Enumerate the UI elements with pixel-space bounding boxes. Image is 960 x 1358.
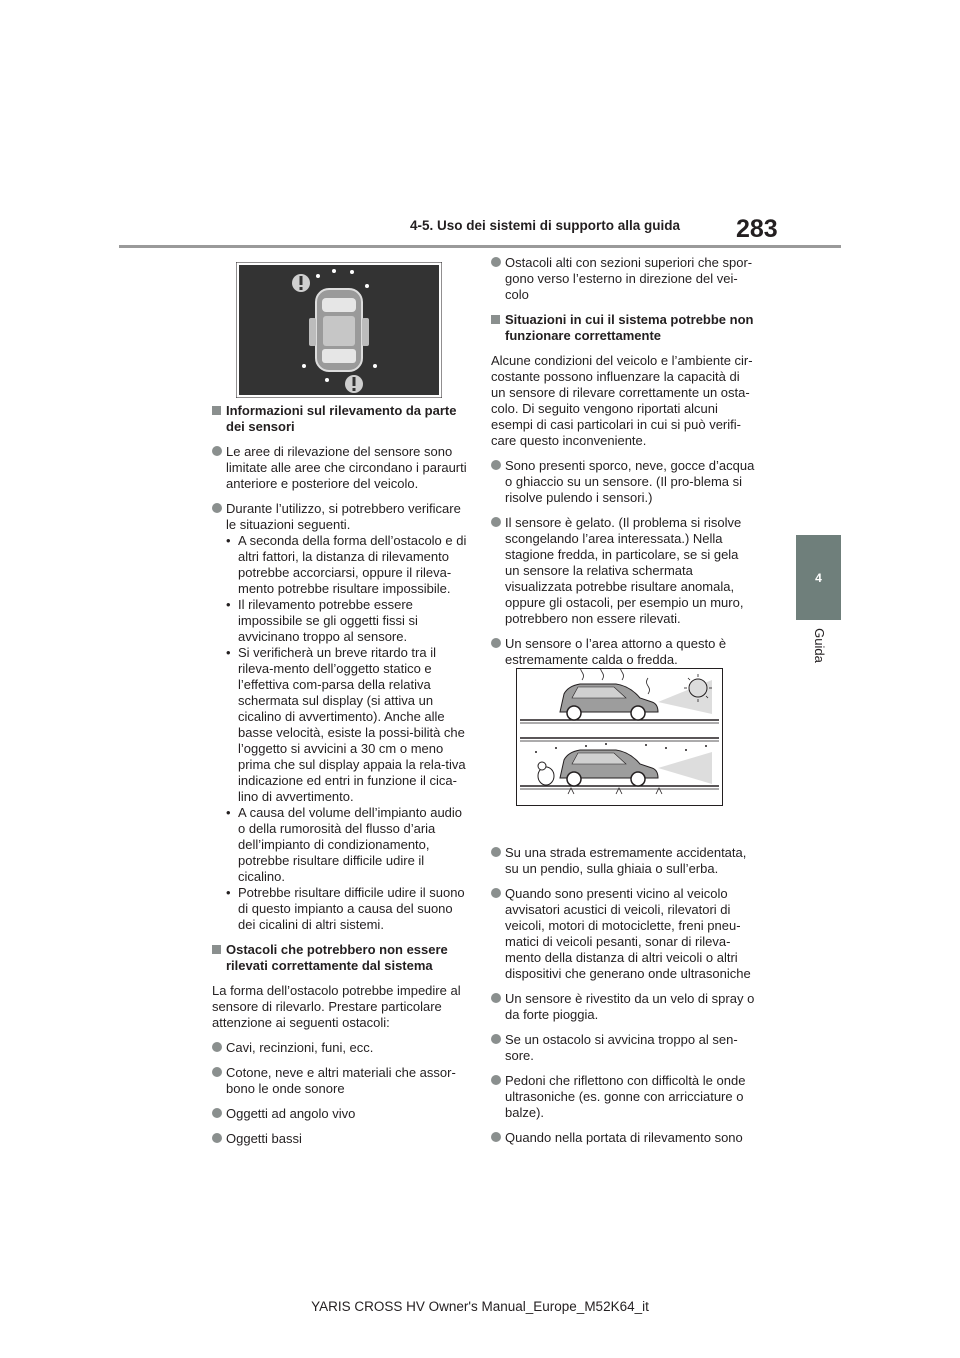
section-heading: Situazioni in cui il sistema potrebbe non funzionare correttamente <box>491 312 756 344</box>
square-bullet-icon <box>491 312 505 324</box>
circle-bullet-icon <box>491 1032 505 1044</box>
list-item: Cavi, recinzioni, funi, ecc. <box>212 1040 467 1056</box>
page-number: 283 <box>736 215 778 243</box>
circle-bullet-icon <box>491 991 505 1003</box>
list-item: Cotone, neve e altri materiali che assor-bono le onde sonore <box>212 1065 467 1097</box>
circle-bullet-icon <box>491 845 505 857</box>
circle-bullet-icon <box>212 1131 226 1143</box>
sub-list-item: • Si verificherà un breve ritardo tra il rileva-mento dell’oggetto statico e l’effettiva com-parsa della relativa schermata sul display (si attiva un cicalino di avvertimento). Anche alle basse velocità, esiste la possi-bilità che l’oggetto si avvicini a 30 cm o meno prima che sul display appaia la rela-tiva indicazione ed entri in funzione il cica-lino di avvertimento. <box>226 645 466 804</box>
paragraph: La forma dell’ostacolo potrebbe impedire al sensore di rilevarlo. Prestare particolare attenzione ai seguenti ostacoli: <box>212 983 461 1030</box>
sensor-display-figure <box>236 262 442 398</box>
section-title: 4-5. Uso dei sistemi di supporto alla guida <box>410 218 681 233</box>
chapter-tab <box>796 535 841 620</box>
header-divider <box>119 245 841 248</box>
circle-bullet-icon <box>212 1040 226 1052</box>
list-item: Ostacoli alti con sezioni superiori che spor-gono verso l’esterno in direzione del vei-colo <box>491 255 756 303</box>
sub-list-item: • A seconda della forma dell’ostacolo e di altri fattori, la distanza di rilevamento potrebbe accorciarsi, oppure il rileva-mento potrebbe risultare impossibile. <box>226 533 467 596</box>
circle-bullet-icon <box>212 444 226 456</box>
circle-bullet-icon <box>491 515 505 527</box>
list-item: Quando nella portata di rilevamento sono <box>491 1130 756 1146</box>
sub-list-item: • A causa del volume dell’impianto audio o della rumorosità del flusso d’aria dell’impianto di condizionamento, potrebbe risultare difficile udire il cicalino. <box>226 805 463 884</box>
sub-list-item: • Il rilevamento potrebbe essere impossibile se gli oggetti fissi si avvicinano troppo al sensore. <box>226 597 418 644</box>
chapter-label <box>785 620 853 670</box>
warning-exclamation-icon <box>345 375 363 393</box>
circle-bullet-icon <box>212 501 226 513</box>
list-item: Le aree di rilevazione del sensore sono limitate alle aree che circondano i paraurti anteriore e posteriore del veicolo. <box>212 444 467 492</box>
circle-bullet-icon <box>212 1065 226 1077</box>
list-item: Un sensore o l’area attorno a questo è estremamente calda o fredda. <box>491 636 756 668</box>
chapter-number: 4 <box>815 570 822 585</box>
circle-bullet-icon <box>491 1130 505 1142</box>
list-item: Oggetti bassi <box>212 1131 467 1147</box>
hot-cold-sensor-illustration <box>516 668 723 806</box>
circle-bullet-icon <box>491 886 505 898</box>
section-heading: Informazioni sul rilevamento da parte dei sensori <box>212 403 467 435</box>
sub-list-item: • Potrebbe risultare difficile udire il suono di questo impianto a causa del suono dei cicalini di altri sistemi. <box>226 885 465 932</box>
left-column <box>212 403 467 1156</box>
square-bullet-icon <box>212 942 226 954</box>
list-item: Il sensore è gelato. (Il problema si risolve scongelando l’area interessata.) Nella stagione fredda, in particolare, se si gela un sensore la relativa schermata visualizzata potrebbe risultare anomala, oppure gli ostacoli, per esempio un muro, potrebbero non essere rilevati. <box>491 515 756 627</box>
circle-bullet-icon <box>491 458 505 470</box>
list-item: Oggetti ad angolo vivo <box>212 1106 467 1122</box>
list-item: Quando sono presenti vicino al veicolo avvisatori acustici di veicoli, rilevatori di veicoli, motori di motociclette, freni pneu-matici di veicoli pesanti, sonar di rileva-mento della distanza di altri veicoli o altri dispositivi che generano onde ultrasoniche <box>491 886 756 982</box>
section-heading: Ostacoli che potrebbero non essere rilevati correttamente dal sistema <box>212 942 467 974</box>
list-item: Pedoni che riflettono con difficoltà le onde ultrasoniche (es. gonne con arricciature o balze). <box>491 1073 756 1121</box>
list-item: Un sensore è rivestito da un velo di spray o da forte pioggia. <box>491 991 756 1023</box>
list-item: Durante l’utilizzo, si potrebbero verificare le situazioni seguenti. • A seconda della forma dell’ostacolo e di altri fattori, la distanza di rilevamento potrebbe accorciarsi, oppure il rileva-mento potrebbe risultare impossibile. • Il rilevamento potrebbe essere impossibile se gli oggetti fissi si avvicinano troppo al sensore. • Si verificherà un breve ritardo tra il rileva-mento dell’oggetto statico e l’effettiva com-parsa della relativa schermata sul display (si attiva un cicalino di avvertimento). Anche alle basse velocità, esiste la possi-bilità che l’oggetto si avvicini a 30 cm o meno prima che sul display appaia la rela-tiva indicazione ed entri in funzione il cica-lino di avvertimento. • A causa del volume dell’impianto audio o della rumorosità del flusso d’aria dell’impianto di condizionamento, potrebbe risultare difficile udire il cicalino. • Potrebbe risultare difficile udire il suono di questo impianto a causa del suono dei cicalini di altri sistemi. <box>212 501 467 933</box>
paragraph: Alcune condizioni del veicolo e l’ambiente cir-costante possono influenzare la capacità di un sensore di rilevare correttamente un osta-colo. Di seguito vengono riportati alcuni esempi di casi particolari in cui si può verifi-care questo inconveniente. <box>491 353 753 448</box>
warning-exclamation-icon <box>292 274 310 292</box>
list-item: Su una strada estremamente accidentata, su un pendio, sulla ghiaia o sull’erba. <box>491 845 756 877</box>
circle-bullet-icon <box>491 1073 505 1085</box>
square-bullet-icon <box>212 403 226 415</box>
circle-bullet-icon <box>491 255 505 267</box>
circle-bullet-icon <box>212 1106 226 1118</box>
footer-text: YARIS CROSS HV Owner's Manual_Europe_M52K64_it <box>311 1299 649 1314</box>
list-item: Se un ostacolo si avvicina troppo al sen-sore. <box>491 1032 756 1064</box>
list-item: Sono presenti sporco, neve, gocce d’acqua o ghiaccio su un sensore. (Il pro-blema si risolve pulendo i sensori.) <box>491 458 756 506</box>
chapter-label-text: Guida <box>811 627 827 663</box>
circle-bullet-icon <box>491 636 505 648</box>
